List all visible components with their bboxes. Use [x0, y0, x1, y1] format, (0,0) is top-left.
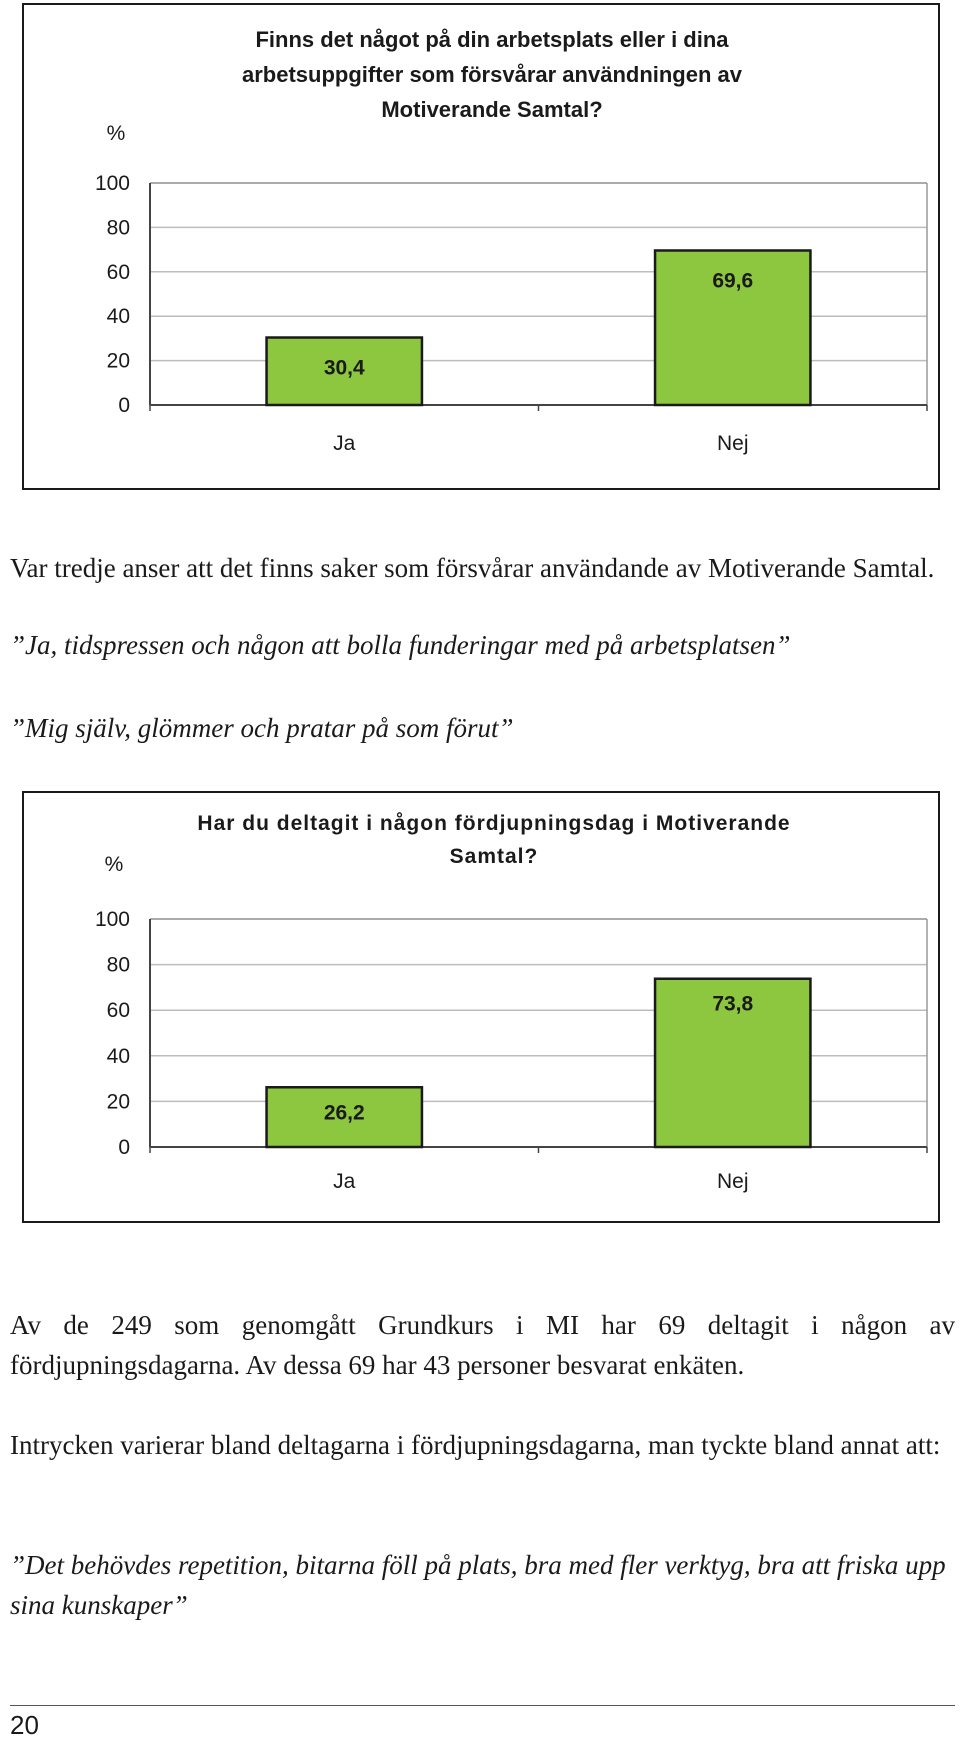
paragraph-av-de-249: Av de 249 som genomgått Grundkurs i MI har 69 deltagit i någon av fördjupningsdagarna. Av dessa 69 har 43 personer besvarat enkäten. — [10, 1310, 955, 1380]
quote-mig-sjalv: ”Mig själv, glömmer och pratar på som förut” — [10, 713, 514, 743]
y-axis-label: % — [106, 122, 126, 145]
y-tick-label: 0 — [118, 394, 130, 417]
quote-repetition: ”Det behövdes repetition, bitarna föll på plats, bra med fler verktyg, bra att friska upp sina kunskaper” — [10, 1550, 946, 1620]
chart-title-line: Samtal? — [449, 845, 539, 868]
y-tick-label: 60 — [106, 999, 130, 1023]
footer-rule — [10, 1705, 955, 1706]
y-tick-label: 40 — [106, 305, 130, 329]
chart-arbetsplats-hinder — [22, 3, 940, 490]
y-tick-label: 100 — [94, 172, 130, 195]
quote-tidspressen: ”Ja, tidspressen och någon att bolla funderingar med på arbetsplatsen” — [10, 630, 791, 660]
chart-title-line: Motiverande Samtal? — [381, 97, 603, 122]
x-category-label: Nej — [716, 432, 749, 455]
chart-fordjupningsdag-svg — [24, 793, 938, 1221]
y-tick-label: 20 — [106, 349, 130, 373]
chart-arbetsplats-hinder-svg — [24, 5, 938, 488]
chart-title-line: Har du deltagit i någon fördjupningsdag i Motiverande — [197, 812, 791, 835]
bar-value-label: 69,6 — [712, 269, 754, 293]
paragraph-var-tredje: Var tredje anser att det finns saker som försvårar användande av Motiverande Samtal. — [10, 553, 935, 583]
bar-value-label: 73,8 — [712, 992, 754, 1016]
y-tick-label: 80 — [106, 953, 130, 977]
chart-title-line: arbetsuppgifter som försvårar användningen av — [241, 62, 743, 87]
bar-value-label: 26,2 — [323, 1101, 365, 1125]
paragraph-intrycken: Intrycken varierar bland deltagarna i fördjupningsdagarna, man tyckte bland annat att: — [10, 1430, 941, 1460]
chart-fordjupningsdag — [22, 791, 940, 1223]
y-axis-label: % — [104, 853, 124, 876]
chart-title-line: Finns det något på din arbetsplats eller i dina — [255, 27, 729, 52]
page-number: 20 — [10, 1710, 39, 1740]
x-category-label: Nej — [716, 1170, 749, 1193]
x-category-label: Ja — [333, 432, 356, 455]
y-tick-label: 20 — [106, 1090, 130, 1114]
y-tick-label: 0 — [118, 1136, 130, 1159]
y-tick-label: 100 — [94, 908, 130, 931]
y-tick-label: 40 — [106, 1044, 130, 1068]
y-tick-label: 80 — [106, 216, 130, 240]
x-category-label: Ja — [333, 1170, 356, 1193]
bar-value-label: 30,4 — [323, 356, 365, 380]
y-tick-label: 60 — [106, 260, 130, 284]
